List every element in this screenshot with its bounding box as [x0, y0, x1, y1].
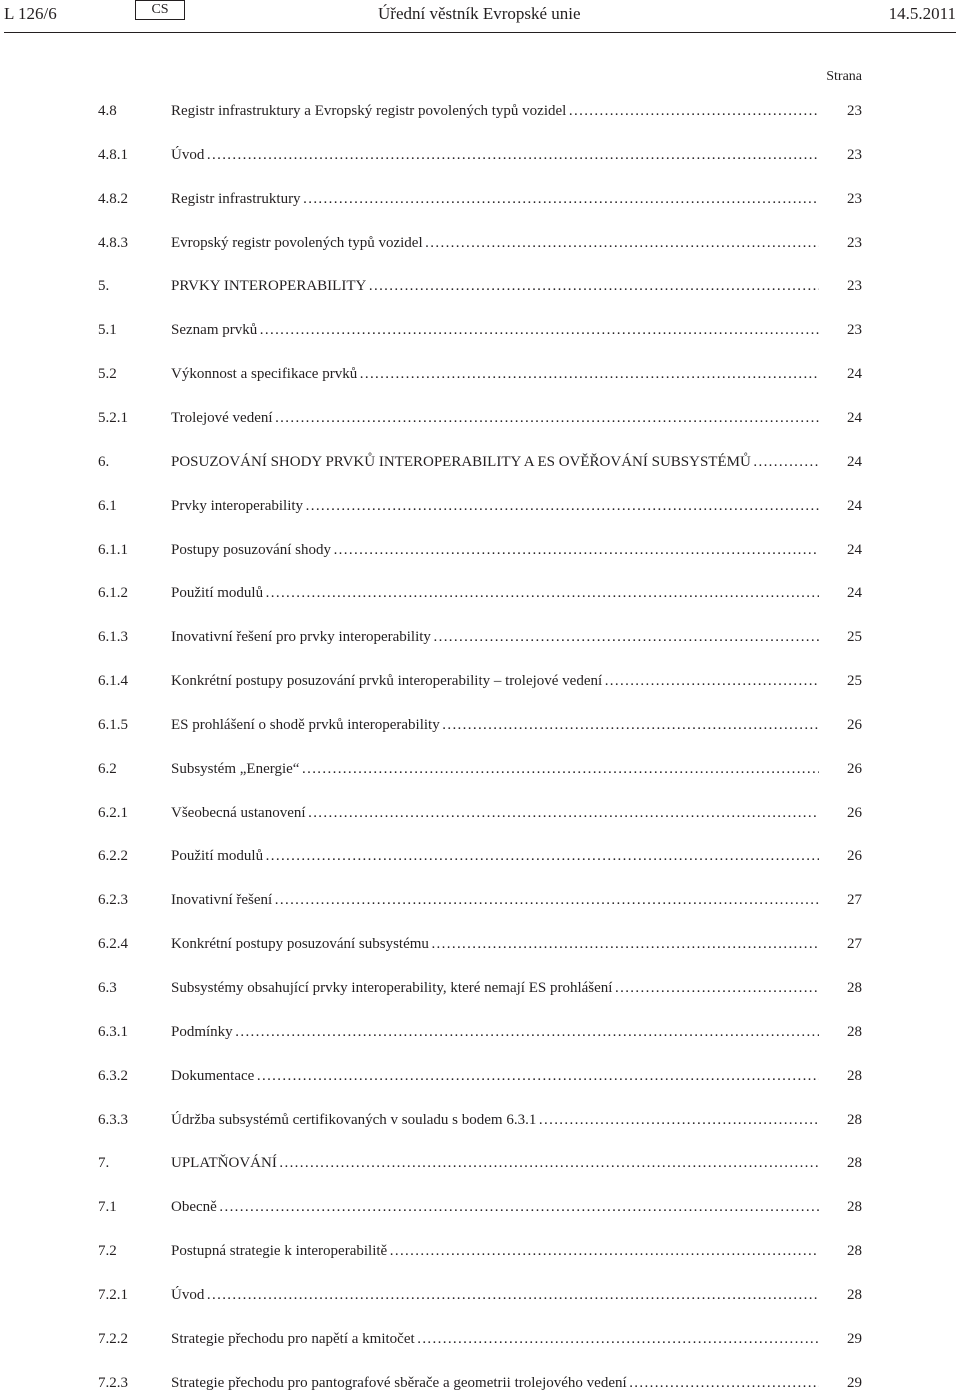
toc-entry-number: 6.2.4	[98, 936, 128, 952]
toc-entry-number: 6.2	[98, 761, 117, 777]
toc-entry	[98, 101, 862, 121]
toc-entry	[98, 276, 862, 296]
toc-entry-number: 6.3.2	[98, 1068, 128, 1084]
toc-entry-page: 24	[847, 585, 862, 601]
toc-entry	[98, 627, 862, 647]
toc-entry-title: Registr infrastruktury . . .	[171, 189, 819, 209]
toc-entry-page: 23	[847, 278, 862, 294]
toc-entry	[98, 189, 862, 209]
toc-entry-title: Všeobecná ustanovení . . .	[171, 803, 819, 823]
toc-entry-title: Konkrétní postupy posuzování prvků interoperability – trolejové vedení . . .	[171, 671, 819, 691]
toc-entry-page: 23	[847, 103, 862, 119]
toc-entry-title: Úvod . . .	[171, 1285, 819, 1305]
toc-entry-number: 7.2	[98, 1243, 117, 1259]
toc-entry	[98, 1373, 862, 1393]
language-badge: CS	[135, 0, 185, 20]
toc-entry-number: 5.1	[98, 322, 117, 338]
toc-entry-title: Strategie přechodu pro napětí a kmitočet . . .	[171, 1329, 819, 1349]
toc-entry	[98, 1197, 862, 1217]
toc-entry-title: Obecně . . .	[171, 1197, 819, 1217]
toc-entry-number: 6.1.5	[98, 717, 128, 733]
toc-entry	[98, 496, 862, 516]
toc-entry-page: 25	[847, 629, 862, 645]
toc-entry	[98, 452, 862, 472]
toc-entry-page: 28	[847, 1199, 862, 1215]
toc-entry	[98, 364, 862, 384]
toc-entry-page: 27	[847, 936, 862, 952]
toc-entry-title: Použití modulů . . .	[171, 583, 819, 603]
toc-entry	[98, 1285, 862, 1305]
toc-entry-title: Úvod . . .	[171, 145, 819, 165]
toc-entry	[98, 1329, 862, 1349]
toc-entry-title: Inovativní řešení . . .	[171, 890, 819, 910]
toc-entry-number: 6.1	[98, 498, 117, 514]
toc-entry-page: 24	[847, 542, 862, 558]
toc-entry-number: 5.2.1	[98, 410, 128, 426]
toc-entry	[98, 803, 862, 823]
toc-entry-page: 24	[847, 410, 862, 426]
toc-entry-number: 5.	[98, 278, 110, 294]
toc-entry-title: Výkonnost a specifikace prvků . . .	[171, 364, 819, 384]
toc-entry-page: 24	[847, 454, 862, 470]
toc-entry	[98, 759, 862, 779]
toc-entry	[98, 1022, 862, 1042]
toc-entry-page: 25	[847, 673, 862, 689]
toc-entry-title: Prvky interoperability . . .	[171, 496, 819, 516]
toc-entry	[98, 1066, 862, 1086]
toc-entry-number: 7.2.2	[98, 1331, 128, 1347]
toc-entry-title: Použití modulů . . .	[171, 846, 819, 866]
toc-entry-title: Evropský registr povolených typů vozidel . . .	[171, 233, 819, 253]
toc-entry-page: 23	[847, 191, 862, 207]
toc-entry-title: Subsystém „Energie“ . . .	[171, 759, 819, 779]
toc-entry-page: 28	[847, 980, 862, 996]
toc-entry-title: Údržba subsystémů certifikovaných v souladu s bodem 6.3.1 . . .	[171, 1110, 819, 1130]
toc-entry-page: 29	[847, 1375, 862, 1391]
toc-entry	[98, 233, 862, 253]
toc-entry-title: Inovativní řešení pro prvky interoperability . . .	[171, 627, 819, 647]
toc-entry-page: 26	[847, 805, 862, 821]
toc-entry-title: Trolejové vedení . . .	[171, 408, 819, 428]
toc-entry-number: 4.8.2	[98, 191, 128, 207]
toc-entry-title: UPLATŇOVÁNÍ . . .	[171, 1153, 819, 1173]
toc-entry-title: Strategie přechodu pro pantografové sběrače a geometrii trolejového vedení . . .	[171, 1373, 819, 1393]
toc-entry-title: Postupy posuzování shody . . .	[171, 540, 819, 560]
toc-entry-title: Podmínky . . .	[171, 1022, 819, 1042]
toc-entry-number: 6.	[98, 454, 110, 470]
toc-entry-number: 6.1.1	[98, 542, 128, 558]
toc-entry-title: POSUZOVÁNÍ SHODY PRVKŮ INTEROPERABILITY A ES OVĚŘOVÁNÍ SUBSYSTÉMŮ . . .	[171, 452, 819, 472]
toc-entry-number: 7.2.3	[98, 1375, 128, 1391]
toc-entry-page: 28	[847, 1112, 862, 1128]
toc-entry-title: Dokumentace . . .	[171, 1066, 819, 1086]
toc-entry-title: ES prohlášení o shodě prvků interoperability . . .	[171, 715, 819, 735]
toc-entry-page: 26	[847, 761, 862, 777]
toc-entry-number: 4.8.3	[98, 235, 128, 251]
toc-entry-number: 6.1.3	[98, 629, 128, 645]
toc-entry-title: Postupná strategie k interoperabilitě . . .	[171, 1241, 819, 1261]
toc-entry-number: 6.1.4	[98, 673, 128, 689]
toc-entry-number: 6.2.2	[98, 848, 128, 864]
toc-entry-title: Subsystémy obsahující prvky interoperability, které nemají ES prohlášení . . .	[171, 978, 819, 998]
toc-entry-page: 28	[847, 1287, 862, 1303]
toc-entry-page: 23	[847, 235, 862, 251]
toc-entry-page: 24	[847, 498, 862, 514]
toc-entry-title: PRVKY INTEROPERABILITY . . .	[171, 276, 819, 296]
toc-entry-page: 27	[847, 892, 862, 908]
toc-entry	[98, 846, 862, 866]
toc-entry-number: 6.2.1	[98, 805, 128, 821]
toc-entry-page: 23	[847, 147, 862, 163]
journal-title: Úřední věstník Evropské unie	[378, 4, 581, 23]
toc-entry	[98, 583, 862, 603]
toc-entry-number: 7.	[98, 1155, 110, 1171]
toc-entry	[98, 1153, 862, 1173]
toc-entry-title: Registr infrastruktury a Evropský registr povolených typů vozidel . . .	[171, 101, 819, 121]
toc-entry-number: 4.8	[98, 103, 117, 119]
toc-entry-number: 6.3	[98, 980, 117, 996]
toc-entry	[98, 145, 862, 165]
toc-entry-number: 7.2.1	[98, 1287, 128, 1303]
journal-reference: L 126/6	[4, 4, 57, 23]
toc-entry-number: 6.1.2	[98, 585, 128, 601]
page-column-label: Strana	[826, 69, 862, 84]
toc-entry	[98, 408, 862, 428]
toc-entry	[98, 320, 862, 340]
page-header	[0, 0, 960, 34]
toc-entry-page: 28	[847, 1155, 862, 1171]
toc-entry-page: 28	[847, 1024, 862, 1040]
toc-entry-title: Seznam prvků . . .	[171, 320, 819, 340]
toc-entry	[98, 1110, 862, 1130]
toc-entry	[98, 890, 862, 910]
toc-entry-number: 5.2	[98, 366, 117, 382]
toc-entry-page: 26	[847, 848, 862, 864]
toc-entry-page: 29	[847, 1331, 862, 1347]
toc-entry-page: 23	[847, 322, 862, 338]
toc-entry	[98, 1241, 862, 1261]
toc-entry	[98, 715, 862, 735]
toc-entry-number: 6.3.3	[98, 1112, 128, 1128]
toc-entry-number: 6.2.3	[98, 892, 128, 908]
toc-entry	[98, 540, 862, 560]
toc-entry	[98, 978, 862, 998]
publication-date: 14.5.2011	[888, 4, 956, 23]
toc-entry-number: 7.1	[98, 1199, 117, 1215]
header-divider	[4, 32, 956, 33]
toc-entry	[98, 671, 862, 691]
toc-entry-page: 28	[847, 1068, 862, 1084]
toc-entry-page: 26	[847, 717, 862, 733]
toc-entry	[98, 934, 862, 954]
toc-entry-number: 6.3.1	[98, 1024, 128, 1040]
toc-entry-number: 4.8.1	[98, 147, 128, 163]
toc-entry-page: 28	[847, 1243, 862, 1259]
toc-entry-title: Konkrétní postupy posuzování subsystému . . .	[171, 934, 819, 954]
toc-entry-page: 24	[847, 366, 862, 382]
